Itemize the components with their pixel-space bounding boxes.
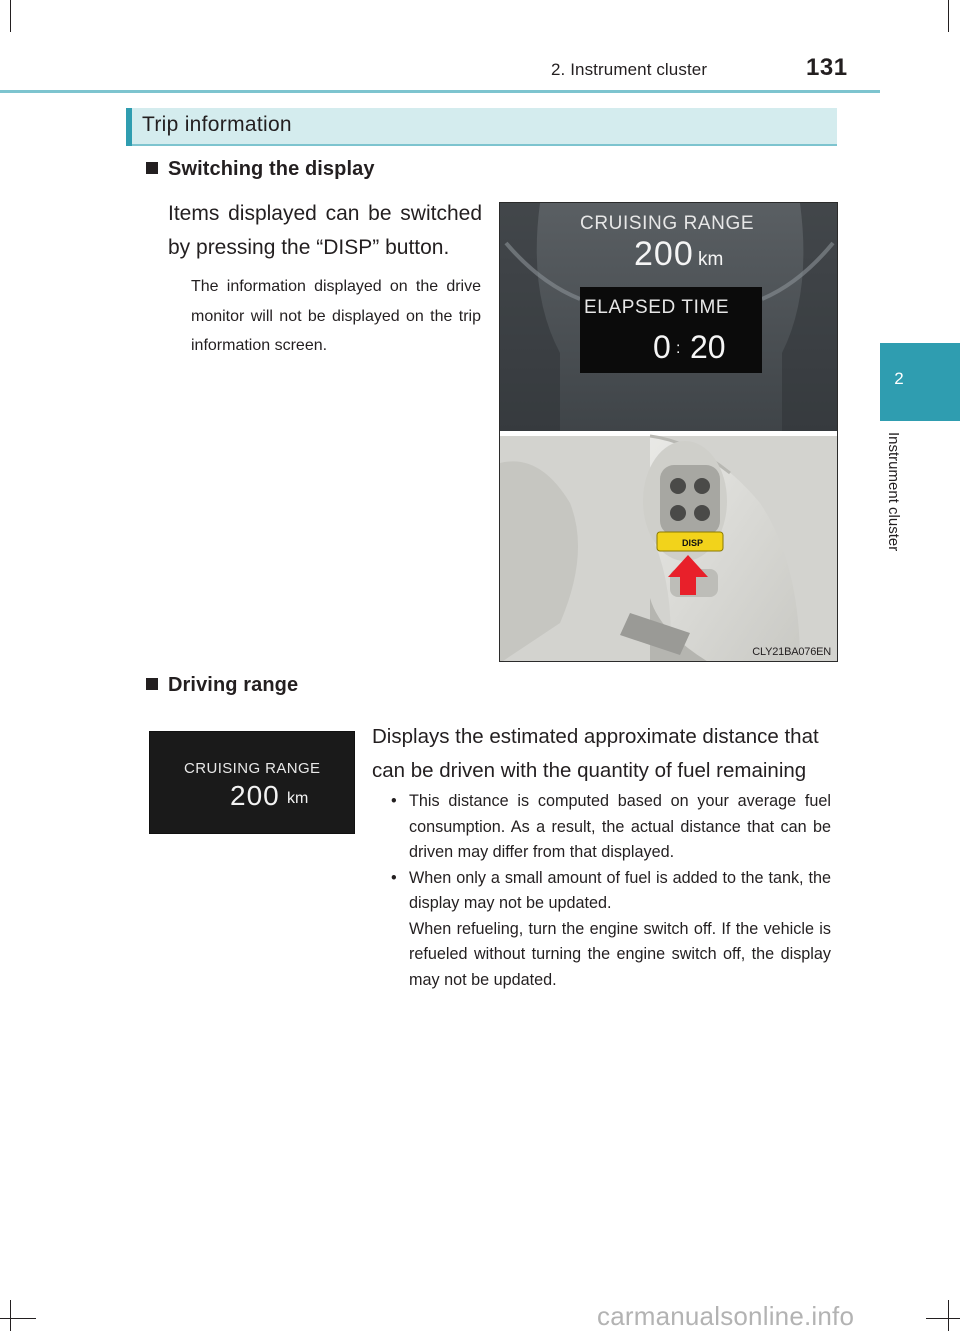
fig-elapsed-label: ELAPSED TIME <box>584 297 730 318</box>
driving-range-body: Displays the estimated approximate distance that can be driven with the quantity of fuel remaining <box>372 725 819 782</box>
fig-elapsed-hours: 0 <box>653 329 671 365</box>
section-title-bar <box>126 108 837 146</box>
page-number: 131 <box>806 54 848 81</box>
bullet-text: When refueling, turn the engine switch off. If the vehicle is refueled without turning the engine switch off, the display may not be updated. <box>409 919 831 989</box>
list-item <box>385 789 831 866</box>
running-header: 2. Instrument cluster <box>551 60 708 79</box>
square-bullet-icon <box>146 678 158 690</box>
figure-dashboard-steering <box>499 202 838 662</box>
list-item <box>385 866 831 994</box>
chapter-label: Instrument cluster <box>885 432 902 552</box>
crop-mark <box>10 1300 11 1331</box>
fig-cruising-unit: km <box>698 249 724 270</box>
bullet-dot-icon: • <box>391 792 397 810</box>
crop-mark <box>948 0 949 32</box>
switching-note: The information displayed on the drive monitor will not be displayed on the trip information screen. <box>191 278 481 354</box>
chapter-tab <box>880 343 960 421</box>
section-title: Trip information <box>142 113 292 136</box>
figure-code: CLY21BA076EN <box>752 646 831 658</box>
chapter-number: 2 <box>894 369 904 388</box>
fig-cruising-value: 200 <box>634 235 694 273</box>
heading-driving-range-text: Driving range <box>168 674 299 696</box>
watermark: carmanualsonline.info <box>597 1301 855 1331</box>
bullet-text: This distance is computed based on your average fuel consumption. As a result, the actual distance that can be driven may differ from that displayed. <box>409 792 831 861</box>
heading-switching-display <box>146 158 375 181</box>
header-rule <box>0 90 880 93</box>
svg-text::: : <box>676 340 681 357</box>
crop-mark <box>926 1318 960 1319</box>
cruising-range-display <box>149 731 355 834</box>
crop-mark <box>10 0 11 32</box>
fig-cruising-label: CRUISING RANGE <box>580 213 755 234</box>
chapter-label-wrap <box>884 432 904 582</box>
crop-mark <box>0 1318 36 1319</box>
fig-disp-button: DISP <box>682 538 704 548</box>
section-bar-accent <box>126 108 132 146</box>
fig-elapsed-minutes: 20 <box>690 329 726 365</box>
mini-cruising-label: CRUISING RANGE <box>184 760 321 777</box>
heading-switching-text: Switching the display <box>168 158 375 180</box>
bullet-dot-icon: • <box>391 868 397 887</box>
crop-mark <box>948 1300 949 1331</box>
bullet-text: When only a small amount of fuel is added to the tank, the display may not be updated. <box>409 868 831 912</box>
dashboard-steering-illustration <box>500 203 838 662</box>
mini-cruising-value: 200 <box>230 780 280 811</box>
heading-driving-range <box>146 674 298 697</box>
driving-range-bullets <box>385 789 831 993</box>
switching-body: Items displayed can be switched by pressing the “DISP” button. <box>168 202 482 259</box>
mini-cruising-unit: km <box>287 790 309 807</box>
square-bullet-icon <box>146 162 158 174</box>
